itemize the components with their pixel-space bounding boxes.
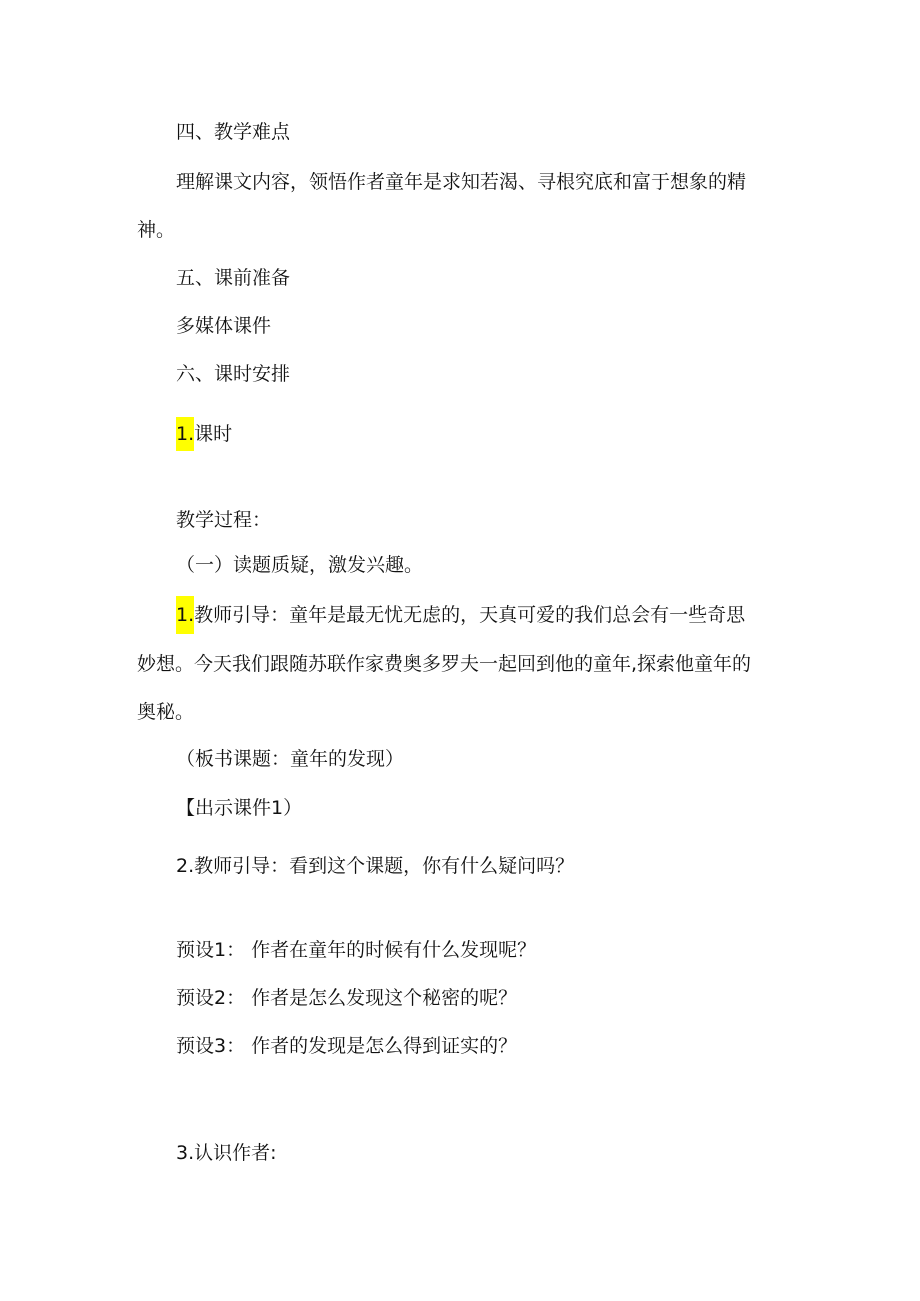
section-4-body-line-1: 理解课文内容，领悟作者童年是求知若渴、寻根究底和富于想象的精 — [176, 171, 747, 193]
step-2: 2.教师引导：看到这个课题，你有什么疑问吗？ — [176, 855, 575, 877]
part-1-title: （一）读题质疑，激发兴趣。 — [176, 554, 424, 576]
process-title: 教学过程： — [176, 509, 272, 531]
step-1-number-highlight: 1. — [176, 596, 194, 634]
step-1-text: 教师引导：童年是最无忧无虑的，天真可爱的我们总会有一些奇思 — [194, 604, 746, 626]
step-1-line-3: 奥秘。 — [137, 701, 195, 723]
section-4-title: 四、教学难点 — [176, 121, 291, 143]
step-3: 3.认识作者: — [176, 1142, 277, 1164]
lesson-count — [176, 422, 232, 446]
preset-3: 预设3： 作者的发现是怎么得到证实的？ — [176, 1035, 518, 1057]
preset-1: 预设1： 作者在童年的时候有什么发现呢？ — [176, 939, 537, 961]
step-1-line-1 — [176, 603, 745, 627]
board-title-note: （板书课题：童年的发现） — [176, 748, 405, 770]
step-1-line-2: 妙想。今天我们跟随苏联作家费奥多罗夫一起回到他的童年,探索他童年的 — [137, 653, 752, 675]
section-5-title: 五、课前准备 — [176, 267, 291, 289]
lesson-text: 课时 — [194, 423, 233, 445]
preset-2: 预设2： 作者是怎么发现这个秘密的呢？ — [176, 987, 518, 1009]
courseware-note: 【出示课件1） — [176, 797, 303, 819]
section-6-title: 六、课时安排 — [176, 363, 291, 385]
section-5-body: 多媒体课件 — [176, 315, 272, 337]
lesson-number-highlight: 1. — [176, 417, 194, 451]
section-4-body-line-2: 神。 — [137, 219, 176, 241]
